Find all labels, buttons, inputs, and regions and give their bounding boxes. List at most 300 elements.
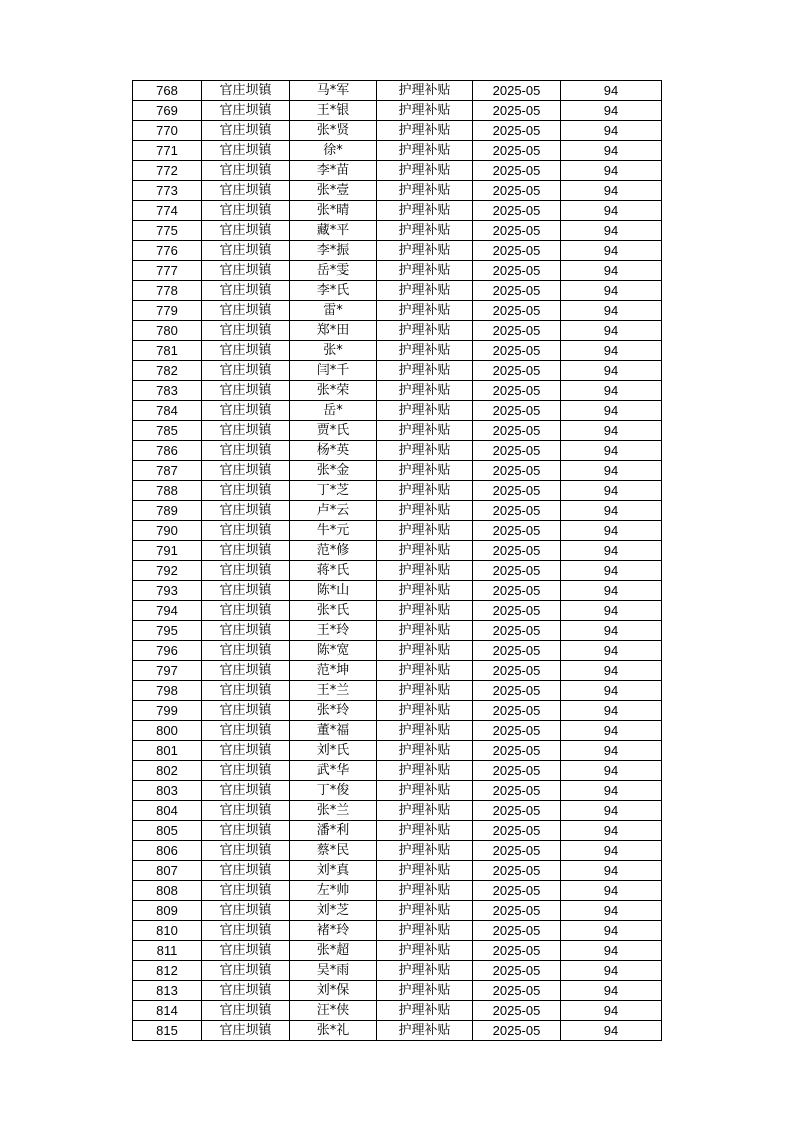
amount-cell: 94 — [561, 881, 662, 901]
amount-cell: 94 — [561, 821, 662, 841]
subsidy-type-cell: 护理补贴 — [377, 621, 473, 641]
name-cell: 左*帅 — [290, 881, 377, 901]
table-row — [133, 801, 662, 821]
amount-cell: 94 — [561, 901, 662, 921]
amount-cell: 94 — [561, 201, 662, 221]
name-cell: 张*玲 — [290, 701, 377, 721]
name-cell: 马*军 — [290, 81, 377, 101]
month-cell: 2025-05 — [473, 501, 561, 521]
row-number-cell: 796 — [133, 641, 202, 661]
subsidy-type-cell: 护理补贴 — [377, 161, 473, 181]
town-cell: 官庄坝镇 — [202, 161, 290, 181]
subsidy-type-cell: 护理补贴 — [377, 721, 473, 741]
month-cell: 2025-05 — [473, 341, 561, 361]
month-cell: 2025-05 — [473, 421, 561, 441]
row-number-cell: 781 — [133, 341, 202, 361]
amount-cell: 94 — [561, 481, 662, 501]
name-cell: 张*贤 — [290, 121, 377, 141]
subsidy-type-cell: 护理补贴 — [377, 681, 473, 701]
amount-cell: 94 — [561, 221, 662, 241]
month-cell: 2025-05 — [473, 581, 561, 601]
amount-cell: 94 — [561, 861, 662, 881]
subsidy-type-cell: 护理补贴 — [377, 201, 473, 221]
amount-cell: 94 — [561, 981, 662, 1001]
month-cell: 2025-05 — [473, 241, 561, 261]
subsidy-type-cell: 护理补贴 — [377, 861, 473, 881]
subsidy-type-cell: 护理补贴 — [377, 561, 473, 581]
row-number-cell: 789 — [133, 501, 202, 521]
name-cell: 张*兰 — [290, 801, 377, 821]
town-cell: 官庄坝镇 — [202, 181, 290, 201]
table-row — [133, 1021, 662, 1041]
amount-cell: 94 — [561, 721, 662, 741]
month-cell: 2025-05 — [473, 641, 561, 661]
amount-cell: 94 — [561, 801, 662, 821]
subsidy-type-cell: 护理补贴 — [377, 781, 473, 801]
month-cell: 2025-05 — [473, 561, 561, 581]
month-cell: 2025-05 — [473, 521, 561, 541]
month-cell: 2025-05 — [473, 441, 561, 461]
name-cell: 刘*保 — [290, 981, 377, 1001]
subsidy-type-cell: 护理补贴 — [377, 141, 473, 161]
amount-cell: 94 — [561, 681, 662, 701]
town-cell: 官庄坝镇 — [202, 881, 290, 901]
table-row — [133, 441, 662, 461]
name-cell: 蒋*氏 — [290, 561, 377, 581]
subsidy-type-cell: 护理补贴 — [377, 581, 473, 601]
month-cell: 2025-05 — [473, 701, 561, 721]
month-cell: 2025-05 — [473, 801, 561, 821]
row-number-cell: 795 — [133, 621, 202, 641]
town-cell: 官庄坝镇 — [202, 821, 290, 841]
row-number-cell: 768 — [133, 81, 202, 101]
amount-cell: 94 — [561, 241, 662, 261]
name-cell: 丁*芝 — [290, 481, 377, 501]
amount-cell: 94 — [561, 661, 662, 681]
subsidy-type-cell: 护理补贴 — [377, 921, 473, 941]
subsidy-type-cell: 护理补贴 — [377, 181, 473, 201]
town-cell: 官庄坝镇 — [202, 221, 290, 241]
name-cell: 雷* — [290, 301, 377, 321]
amount-cell: 94 — [561, 381, 662, 401]
town-cell: 官庄坝镇 — [202, 401, 290, 421]
row-number-cell: 809 — [133, 901, 202, 921]
subsidy-type-cell: 护理补贴 — [377, 261, 473, 281]
town-cell: 官庄坝镇 — [202, 601, 290, 621]
name-cell: 李*苗 — [290, 161, 377, 181]
table-row — [133, 281, 662, 301]
row-number-cell: 802 — [133, 761, 202, 781]
town-cell: 官庄坝镇 — [202, 321, 290, 341]
amount-cell: 94 — [561, 341, 662, 361]
town-cell: 官庄坝镇 — [202, 541, 290, 561]
table-row — [133, 921, 662, 941]
name-cell: 杨*英 — [290, 441, 377, 461]
subsidy-type-cell: 护理补贴 — [377, 801, 473, 821]
month-cell: 2025-05 — [473, 681, 561, 701]
subsidy-type-cell: 护理补贴 — [377, 221, 473, 241]
month-cell: 2025-05 — [473, 401, 561, 421]
row-number-cell: 780 — [133, 321, 202, 341]
subsidy-type-cell: 护理补贴 — [377, 601, 473, 621]
table-row — [133, 681, 662, 701]
table-row — [133, 201, 662, 221]
subsidy-type-cell: 护理补贴 — [377, 541, 473, 561]
amount-cell: 94 — [561, 441, 662, 461]
name-cell: 李*振 — [290, 241, 377, 261]
month-cell: 2025-05 — [473, 741, 561, 761]
amount-cell: 94 — [561, 641, 662, 661]
subsidy-type-cell: 护理补贴 — [377, 321, 473, 341]
name-cell: 范*坤 — [290, 661, 377, 681]
town-cell: 官庄坝镇 — [202, 241, 290, 261]
table-row — [133, 221, 662, 241]
month-cell: 2025-05 — [473, 201, 561, 221]
town-cell: 官庄坝镇 — [202, 681, 290, 701]
amount-cell: 94 — [561, 941, 662, 961]
amount-cell: 94 — [561, 261, 662, 281]
amount-cell: 94 — [561, 301, 662, 321]
amount-cell: 94 — [561, 361, 662, 381]
table-row — [133, 601, 662, 621]
table-row — [133, 561, 662, 581]
name-cell: 张*晴 — [290, 201, 377, 221]
table-row — [133, 101, 662, 121]
amount-cell: 94 — [561, 921, 662, 941]
subsidy-type-cell: 护理补贴 — [377, 1021, 473, 1041]
town-cell: 官庄坝镇 — [202, 381, 290, 401]
subsidy-type-cell: 护理补贴 — [377, 441, 473, 461]
amount-cell: 94 — [561, 581, 662, 601]
name-cell: 卢*云 — [290, 501, 377, 521]
table-row — [133, 481, 662, 501]
row-number-cell: 801 — [133, 741, 202, 761]
name-cell: 徐* — [290, 141, 377, 161]
month-cell: 2025-05 — [473, 861, 561, 881]
name-cell: 蔡*民 — [290, 841, 377, 861]
subsidy-type-cell: 护理补贴 — [377, 1001, 473, 1021]
row-number-cell: 792 — [133, 561, 202, 581]
row-number-cell: 772 — [133, 161, 202, 181]
row-number-cell: 804 — [133, 801, 202, 821]
town-cell: 官庄坝镇 — [202, 941, 290, 961]
table-row — [133, 841, 662, 861]
table-row — [133, 501, 662, 521]
town-cell: 官庄坝镇 — [202, 721, 290, 741]
row-number-cell: 798 — [133, 681, 202, 701]
town-cell: 官庄坝镇 — [202, 121, 290, 141]
name-cell: 汪*侠 — [290, 1001, 377, 1021]
month-cell: 2025-05 — [473, 141, 561, 161]
subsidy-type-cell: 护理补贴 — [377, 481, 473, 501]
row-number-cell: 774 — [133, 201, 202, 221]
subsidy-type-cell: 护理补贴 — [377, 461, 473, 481]
subsidy-type-cell: 护理补贴 — [377, 101, 473, 121]
amount-cell: 94 — [561, 81, 662, 101]
month-cell: 2025-05 — [473, 301, 561, 321]
name-cell: 李*氏 — [290, 281, 377, 301]
month-cell: 2025-05 — [473, 661, 561, 681]
month-cell: 2025-05 — [473, 821, 561, 841]
month-cell: 2025-05 — [473, 101, 561, 121]
row-number-cell: 799 — [133, 701, 202, 721]
table-row — [133, 421, 662, 441]
month-cell: 2025-05 — [473, 121, 561, 141]
row-number-cell: 797 — [133, 661, 202, 681]
town-cell: 官庄坝镇 — [202, 261, 290, 281]
town-cell: 官庄坝镇 — [202, 141, 290, 161]
row-number-cell: 790 — [133, 521, 202, 541]
town-cell: 官庄坝镇 — [202, 561, 290, 581]
table-row — [133, 161, 662, 181]
name-cell: 陈*山 — [290, 581, 377, 601]
table-row — [133, 901, 662, 921]
row-number-cell: 785 — [133, 421, 202, 441]
table-row — [133, 621, 662, 641]
table-row — [133, 81, 662, 101]
town-cell: 官庄坝镇 — [202, 761, 290, 781]
row-number-cell: 786 — [133, 441, 202, 461]
row-number-cell: 779 — [133, 301, 202, 321]
name-cell: 郑*田 — [290, 321, 377, 341]
table-row — [133, 781, 662, 801]
name-cell: 牛*元 — [290, 521, 377, 541]
table-row — [133, 861, 662, 881]
month-cell: 2025-05 — [473, 461, 561, 481]
month-cell: 2025-05 — [473, 81, 561, 101]
name-cell: 吴*雨 — [290, 961, 377, 981]
name-cell: 褚*玲 — [290, 921, 377, 941]
row-number-cell: 788 — [133, 481, 202, 501]
town-cell: 官庄坝镇 — [202, 981, 290, 1001]
row-number-cell: 787 — [133, 461, 202, 481]
table-row — [133, 941, 662, 961]
row-number-cell: 810 — [133, 921, 202, 941]
month-cell: 2025-05 — [473, 221, 561, 241]
table-row — [133, 361, 662, 381]
month-cell: 2025-05 — [473, 541, 561, 561]
month-cell: 2025-05 — [473, 161, 561, 181]
table-body — [133, 81, 662, 1041]
row-number-cell: 777 — [133, 261, 202, 281]
subsidy-table — [132, 80, 662, 1041]
town-cell: 官庄坝镇 — [202, 801, 290, 821]
row-number-cell: 814 — [133, 1001, 202, 1021]
month-cell: 2025-05 — [473, 381, 561, 401]
amount-cell: 94 — [561, 961, 662, 981]
subsidy-type-cell: 护理补贴 — [377, 981, 473, 1001]
town-cell: 官庄坝镇 — [202, 621, 290, 641]
month-cell: 2025-05 — [473, 901, 561, 921]
town-cell: 官庄坝镇 — [202, 581, 290, 601]
row-number-cell: 782 — [133, 361, 202, 381]
subsidy-type-cell: 护理补贴 — [377, 381, 473, 401]
row-number-cell: 803 — [133, 781, 202, 801]
amount-cell: 94 — [561, 701, 662, 721]
town-cell: 官庄坝镇 — [202, 341, 290, 361]
row-number-cell: 813 — [133, 981, 202, 1001]
amount-cell: 94 — [561, 541, 662, 561]
town-cell: 官庄坝镇 — [202, 521, 290, 541]
table-row — [133, 641, 662, 661]
amount-cell: 94 — [561, 601, 662, 621]
town-cell: 官庄坝镇 — [202, 961, 290, 981]
subsidy-type-cell: 护理补贴 — [377, 701, 473, 721]
table-row — [133, 821, 662, 841]
town-cell: 官庄坝镇 — [202, 1001, 290, 1021]
row-number-cell: 791 — [133, 541, 202, 561]
name-cell: 董*福 — [290, 721, 377, 741]
subsidy-type-cell: 护理补贴 — [377, 961, 473, 981]
amount-cell: 94 — [561, 121, 662, 141]
subsidy-type-cell: 护理补贴 — [377, 901, 473, 921]
name-cell: 张*氏 — [290, 601, 377, 621]
amount-cell: 94 — [561, 141, 662, 161]
table-row — [133, 701, 662, 721]
name-cell: 王*玲 — [290, 621, 377, 641]
table-row — [133, 741, 662, 761]
subsidy-type-cell: 护理补贴 — [377, 881, 473, 901]
town-cell: 官庄坝镇 — [202, 1021, 290, 1041]
name-cell: 王*兰 — [290, 681, 377, 701]
town-cell: 官庄坝镇 — [202, 901, 290, 921]
town-cell: 官庄坝镇 — [202, 361, 290, 381]
town-cell: 官庄坝镇 — [202, 201, 290, 221]
month-cell: 2025-05 — [473, 941, 561, 961]
table-row — [133, 301, 662, 321]
town-cell: 官庄坝镇 — [202, 781, 290, 801]
row-number-cell: 783 — [133, 381, 202, 401]
subsidy-type-cell: 护理补贴 — [377, 641, 473, 661]
name-cell: 岳* — [290, 401, 377, 421]
name-cell: 刘*芝 — [290, 901, 377, 921]
subsidy-type-cell: 护理补贴 — [377, 301, 473, 321]
subsidy-type-cell: 护理补贴 — [377, 761, 473, 781]
table-row — [133, 401, 662, 421]
town-cell: 官庄坝镇 — [202, 661, 290, 681]
table-row — [133, 881, 662, 901]
name-cell: 潘*利 — [290, 821, 377, 841]
month-cell: 2025-05 — [473, 721, 561, 741]
amount-cell: 94 — [561, 321, 662, 341]
month-cell: 2025-05 — [473, 621, 561, 641]
row-number-cell: 771 — [133, 141, 202, 161]
row-number-cell: 812 — [133, 961, 202, 981]
subsidy-type-cell: 护理补贴 — [377, 841, 473, 861]
row-number-cell: 805 — [133, 821, 202, 841]
row-number-cell: 808 — [133, 881, 202, 901]
name-cell: 刘*氏 — [290, 741, 377, 761]
month-cell: 2025-05 — [473, 981, 561, 1001]
subsidy-type-cell: 护理补贴 — [377, 421, 473, 441]
name-cell: 张*金 — [290, 461, 377, 481]
month-cell: 2025-05 — [473, 601, 561, 621]
subsidy-type-cell: 护理补贴 — [377, 501, 473, 521]
row-number-cell: 773 — [133, 181, 202, 201]
row-number-cell: 815 — [133, 1021, 202, 1041]
subsidy-type-cell: 护理补贴 — [377, 401, 473, 421]
name-cell: 闫*千 — [290, 361, 377, 381]
amount-cell: 94 — [561, 781, 662, 801]
subsidy-type-cell: 护理补贴 — [377, 941, 473, 961]
amount-cell: 94 — [561, 561, 662, 581]
name-cell: 刘*真 — [290, 861, 377, 881]
name-cell: 张*壹 — [290, 181, 377, 201]
town-cell: 官庄坝镇 — [202, 461, 290, 481]
table-row — [133, 181, 662, 201]
row-number-cell: 793 — [133, 581, 202, 601]
table-row — [133, 321, 662, 341]
month-cell: 2025-05 — [473, 1021, 561, 1041]
row-number-cell: 778 — [133, 281, 202, 301]
town-cell: 官庄坝镇 — [202, 441, 290, 461]
table-row — [133, 141, 662, 161]
table-row — [133, 541, 662, 561]
subsidy-type-cell: 护理补贴 — [377, 361, 473, 381]
month-cell: 2025-05 — [473, 321, 561, 341]
amount-cell: 94 — [561, 281, 662, 301]
name-cell: 武*华 — [290, 761, 377, 781]
name-cell: 范*修 — [290, 541, 377, 561]
town-cell: 官庄坝镇 — [202, 301, 290, 321]
amount-cell: 94 — [561, 501, 662, 521]
row-number-cell: 770 — [133, 121, 202, 141]
town-cell: 官庄坝镇 — [202, 281, 290, 301]
town-cell: 官庄坝镇 — [202, 421, 290, 441]
subsidy-type-cell: 护理补贴 — [377, 241, 473, 261]
table-row — [133, 661, 662, 681]
table-row — [133, 121, 662, 141]
amount-cell: 94 — [561, 761, 662, 781]
town-cell: 官庄坝镇 — [202, 741, 290, 761]
town-cell: 官庄坝镇 — [202, 701, 290, 721]
town-cell: 官庄坝镇 — [202, 841, 290, 861]
amount-cell: 94 — [561, 181, 662, 201]
row-number-cell: 807 — [133, 861, 202, 881]
name-cell: 贾*氏 — [290, 421, 377, 441]
name-cell: 岳*雯 — [290, 261, 377, 281]
town-cell: 官庄坝镇 — [202, 641, 290, 661]
name-cell: 张* — [290, 341, 377, 361]
month-cell: 2025-05 — [473, 781, 561, 801]
month-cell: 2025-05 — [473, 761, 561, 781]
subsidy-type-cell: 护理补贴 — [377, 661, 473, 681]
town-cell: 官庄坝镇 — [202, 481, 290, 501]
row-number-cell: 811 — [133, 941, 202, 961]
table-row — [133, 261, 662, 281]
town-cell: 官庄坝镇 — [202, 861, 290, 881]
row-number-cell: 800 — [133, 721, 202, 741]
amount-cell: 94 — [561, 421, 662, 441]
month-cell: 2025-05 — [473, 481, 561, 501]
table-row — [133, 1001, 662, 1021]
table-row — [133, 341, 662, 361]
town-cell: 官庄坝镇 — [202, 921, 290, 941]
row-number-cell: 794 — [133, 601, 202, 621]
name-cell: 丁*俊 — [290, 781, 377, 801]
amount-cell: 94 — [561, 461, 662, 481]
town-cell: 官庄坝镇 — [202, 81, 290, 101]
table-row — [133, 961, 662, 981]
month-cell: 2025-05 — [473, 261, 561, 281]
subsidy-type-cell: 护理补贴 — [377, 521, 473, 541]
month-cell: 2025-05 — [473, 881, 561, 901]
subsidy-type-cell: 护理补贴 — [377, 821, 473, 841]
subsidy-type-cell: 护理补贴 — [377, 81, 473, 101]
name-cell: 张*超 — [290, 941, 377, 961]
name-cell: 陈*宽 — [290, 641, 377, 661]
table-row — [133, 381, 662, 401]
